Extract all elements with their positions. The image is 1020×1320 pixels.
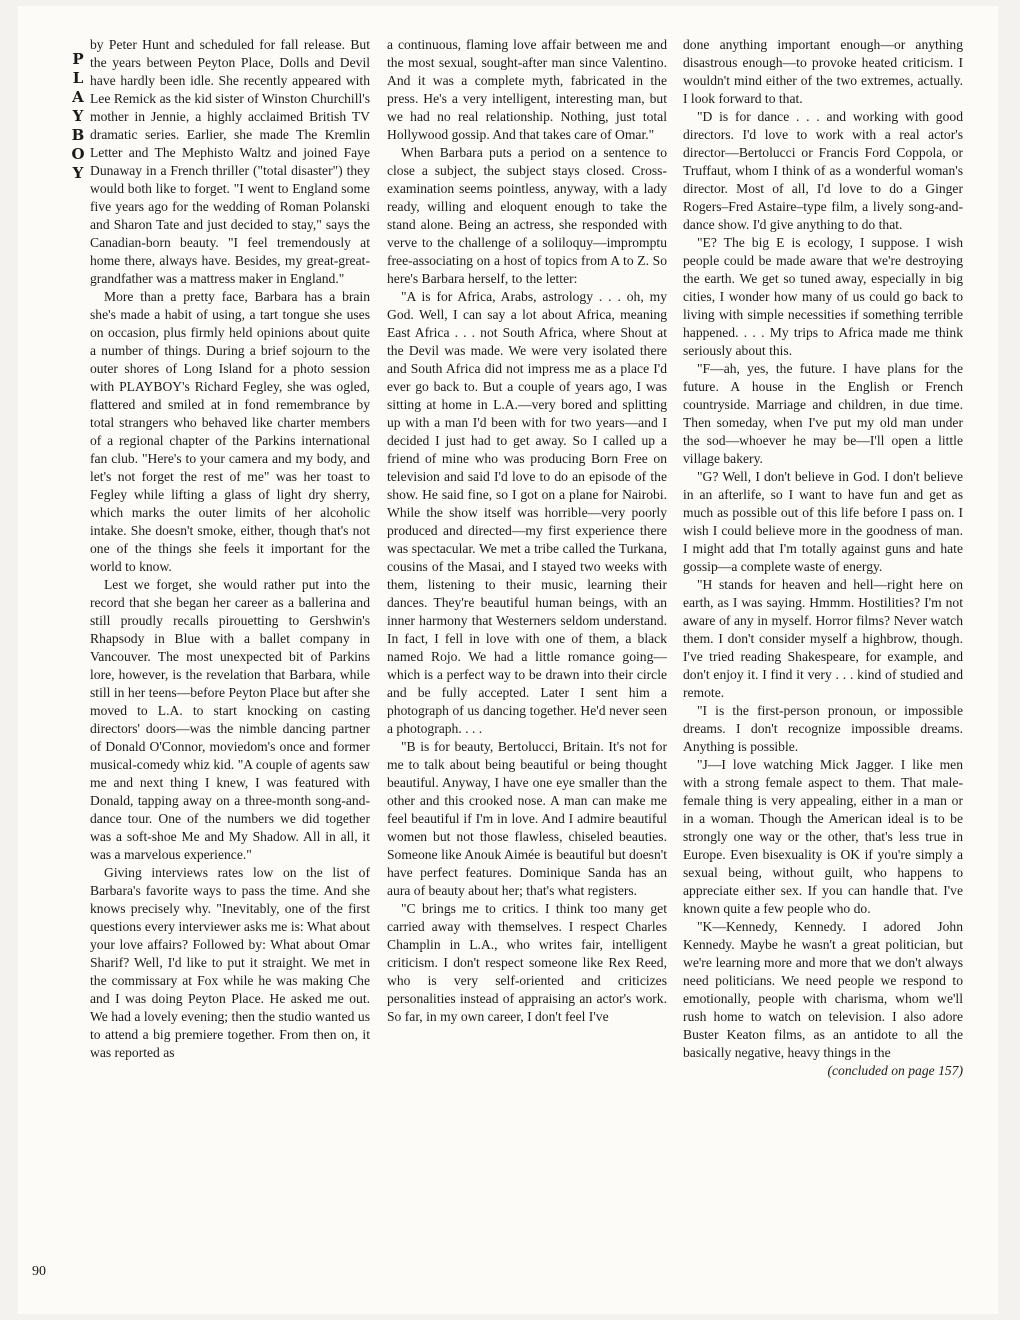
section-letter: B (71, 126, 85, 144)
paragraph: done anything important enough—or anything disastrous enough—to provoke heated criticism. I wouldn't mind either of the two extremes, actually. I look forward to that. (683, 37, 963, 106)
paragraph: "C brings me to critics. I think too many get carried away with themselves. I respect Charles Champlin in L.A., who writes fair, intelligent criticism. I don't respect someone like Rex Reed, who is very self-oriented and criticizes personalities instead of appraising an actor's work. So far, in my own career, I don't feel I've (387, 901, 667, 1024)
paragraph: Giving interviews rates low on the list of Barbara's favorite ways to pass the time. And she knows precisely why. "Inevitably, one of the first questions every interviewer asks me is: What about your love affairs? Followed by: What about Omar Sharif? Well, I'd like to put it straight. We met in the commissary at Fox while he was making Che and I was doing Peyton Place. He asked me out. We had a lovely evening; then the studio wanted us to attend a big premiere together. From then on, it was reported as (90, 865, 370, 1060)
paragraph: "J—I love watching Mick Jagger. I like men with a strong female aspect to them. That male-female thing is very appealing, either in a man or in a woman. Though the American ideal is to be strongly one way or the other, that's less true in Europe. Even bisexuality is OK if you're simply a sexual being, without guilt, who happens to appreciate either sex. If you can handle that. I've known quite a few people who do. (683, 757, 963, 916)
section-label (64, 50, 92, 183)
paragraph: "K—Kennedy, Kennedy. I adored John Kennedy. Maybe he wasn't a great politician, but we're learning more and more that we don't always need politicians. We need people we respond to emotionally, people with charisma, whom we'll rush home to watch on television. I also adore Buster Keaton films, as an antidote to all the basically negative, heavy things in the (683, 919, 963, 1060)
paragraph: "I is the first-person pronoun, or impossible dreams. I don't recognize impossible dreams. Anything is possible. (683, 703, 963, 754)
paragraph: a continuous, flaming love affair between me and the most sexual, sought-after man since Valentino. And it was a complete myth, fabricated in the press. He's a very intelligent, interesting man, but we had no real relationship. Nothing, just total Hollywood gossip. And that takes care of Omar." (387, 37, 667, 142)
continuation-note: (concluded on page 157) (827, 1063, 963, 1078)
paragraph: "F—ah, yes, the future. I have plans for the future. A house in the English or French countryside. Marriage and children, in due time. Then someday, when I've put my old man under the sod—whoever he may be—I'll open a little village bakery. (683, 361, 963, 466)
paragraph: More than a pretty face, Barbara has a brain she's made a habit of using, a tart tongue she uses on occasion, plus firmly held opinions about quite a number of things. During a brief sojourn to the outer shores of Long Island for a photo session with PLAYBOY's Richard Fegley, she was ogled, flattered and smiled at in fond remembrance by total strangers who behaved like charter members of a regional chapter of the Parkins international fan club. "Here's to your camera and my body, and let's not forget the rest of me" was her toast to Fegley while lifting a glass of light dry sherry, which marks the outer limits of her alcoholic intake. She doesn't smoke, either, though that's not one of the things she feels it important for the world to know. (90, 289, 370, 574)
paragraph: "G? Well, I don't believe in God. I don't believe in an afterlife, so I want to have fun and get as much as possible out of this life before I pass on. I wish I could believe more in the goodness of man. I might add that I'm totally against guns and hate gossip—a complete waste of energy. (683, 469, 963, 574)
section-letter: A (72, 88, 84, 106)
paragraph: "H stands for heaven and hell—right here on earth, as I was saying. Hmmm. Hostilities? I'm not aware of any in myself. Horror films? Never watch them. I don't consider myself a highbrow, though. I've tried reading Shakespeare, for example, and don't enjoy it. I find it very . . . kind of studied and remote. (683, 577, 963, 700)
paragraph: "B is for beauty, Bertolucci, Britain. It's not for me to talk about being beautiful or being thought beautiful. Anyway, I have one eye smaller than the other and this crooked nose. A man can make me feel beautiful if I'm in love. And I admire beautiful women but not those flawless, chiseled beauties. Someone like Anouk Aimée is beautiful but doesn't have perfect features. Dominique Sanda has an aura of beauty about her; that's what registers. (387, 739, 667, 898)
text-column-2 (387, 36, 667, 1026)
paragraph: "E? The big E is ecology, I suppose. I wish people could be made aware that we're destroying the earth. We get so tuned away, especially in big cities, I wonder how many of us could go back to living with simple necessities if something terrible happened. . . . My trips to Africa made me think seriously about this. (683, 235, 963, 358)
section-letter: P (72, 50, 84, 68)
paragraph: "D is for dance . . . and working with good directors. I'd love to work with a real actor's director—Bertolucci or Francis Ford Coppola, or Truffaut, whom I think of as a wonderful woman's director. Most of all, I'd love to do a Ginger Rogers–Fred Astaire–type film, a lively song-and-dance show. I'd give anything to do that. (683, 109, 963, 232)
paragraph: by Peter Hunt and scheduled for fall release. But the years between Peyton Place, Dolls and Devil have hardly been idle. She recently appeared with Lee Remick as the kid sister of Winston Churchill's mother in Jennie, a highly acclaimed British TV dramatic series. Earlier, she made The Kremlin Letter and The Mephisto Waltz and joined Faye Dunaway in a French thriller ("total disaster") they would both like to forget. "I went to England some five years ago for the wedding of Roman Polanski and Sharon Tate and just decided to stay," says the Canadian-born beauty. "I feel tremendously at home there, always have. Besides, my great-great-grandfather was a mattress maker in England." (90, 37, 370, 286)
text-column-1 (90, 36, 370, 1062)
section-letter: Y (72, 164, 84, 182)
page-number: 90 (32, 1264, 46, 1279)
paragraph: Lest we forget, she would rather put into the record that she began her career as a ballerina and still proudly recalls pirouetting to Gershwin's Rhapsody in Blue with a ballet company in Vancouver. The most unexpected bit of Parkins lore, however, is the revelation that Barbara, while still in her teens—before Peyton Place but after she moved to L.A. to start knocking on casting directors' doors—was the nimble dancing partner of Donald O'Connor, moviedom's once and former musical-comedy whiz kid. "A couple of agents saw me and next thing I knew, I was featured with Donald, tapping away on a three-month song-and-dance tour. One of the numbers we did together was a soft-shoe Me and My Shadow. All in all, it was a marvelous experience." (90, 577, 370, 862)
section-letter: O (71, 145, 85, 163)
text-column-3 (683, 36, 963, 1080)
paragraph: When Barbara puts a period on a sentence to close a subject, the subject stays closed. Cross-examination seems pointless, anyway, with a lady ready, willing and eloquent enough to take the stand alone. Being an actress, she responded with verve to the challenge of a soliloquy—impromptu free-associating on a host of topics from A to Z. So here's Barbara herself, to the letter: (387, 145, 667, 286)
section-letter: Y (72, 107, 84, 125)
section-letter: L (72, 69, 84, 87)
paragraph: "A is for Africa, Arabs, astrology . . . oh, my God. Well, I can say a lot about Africa, meaning East Africa . . . not South Africa, where Shout at the Devil was made. We were very isolated there and South Africa did not impress me as a place I'd ever go back to. But a couple of years ago, I was sitting at home in L.A.—very bored and splitting up with a man I'd been with for two years—and I decided I just had to get away. So I called up a friend of mine who was producing Born Free on television and said I'd love to do an episode of the show. He said fine, so I got on a plane for Nairobi. While the show itself was horrible—very poorly produced and directed—my first experience there was spectacular. We met a tribe called the Turkana, cousins of the Masai, and I stayed two weeks with them, listening to their music, learning their dances. They're beautiful human beings, with an inner harmony that Westerners seldom understand. In fact, I fell in love with one of them, a black named Rojo. We had a little romance going—which is a perfect way to be drawn into their circle and be fully accepted. Later I sent him a photograph of us dancing together. He'd never seen a photograph. . . . (387, 289, 667, 736)
